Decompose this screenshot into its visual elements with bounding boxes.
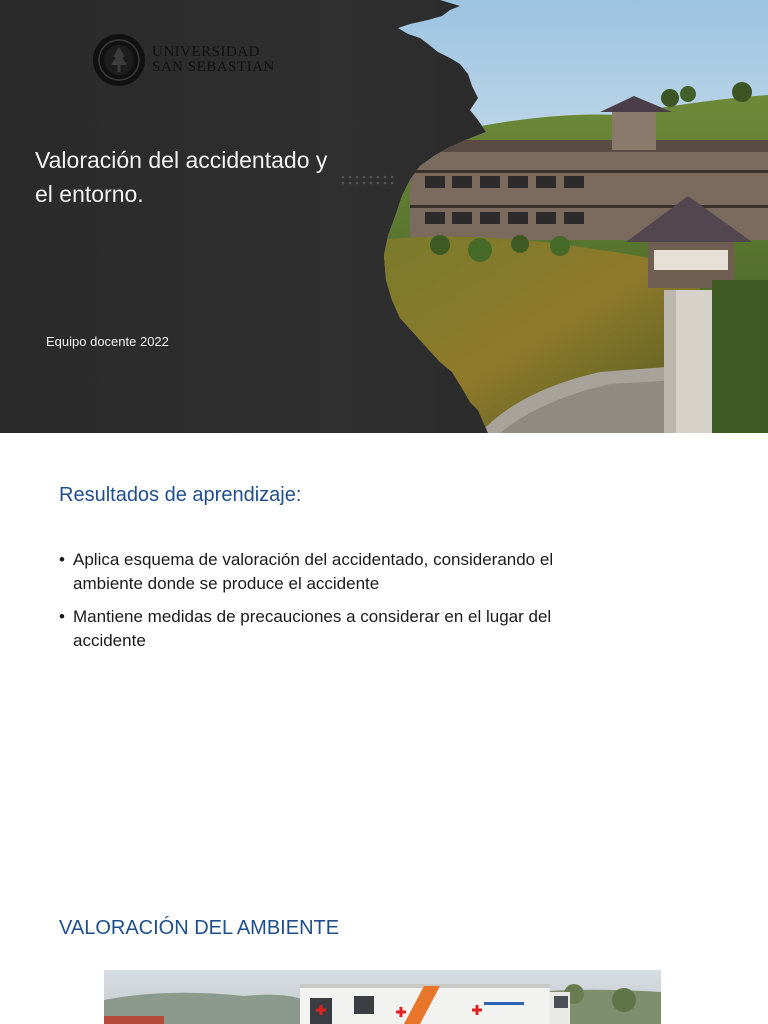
learning-outcomes-heading: Resultados de aprendizaje:	[59, 484, 302, 506]
ambulance-photo	[104, 970, 661, 1024]
list-item	[59, 605, 699, 653]
slide-title-line2: el entorno.	[35, 181, 144, 207]
environment-assessment-heading: VALORACIÓN DEL AMBIENTE	[59, 917, 340, 939]
list-item-line1: Mantiene medidas de precauciones a considerar en el lugar del	[73, 607, 552, 626]
list-item-line1: Aplica esquema de valoración del accidentado, considerando el	[73, 550, 554, 569]
slide-title	[35, 143, 395, 211]
logo-line1: UNIVERSIDAD	[152, 44, 260, 60]
title-slide	[0, 0, 768, 433]
university-name	[152, 45, 275, 75]
list-item-line2: ambiente donde se produce el accidente	[73, 574, 380, 593]
bullet-icon: •	[59, 550, 65, 569]
logo-line2: SAN SEBASTIAN	[152, 59, 275, 75]
list-item	[59, 548, 699, 596]
learning-outcomes-list	[59, 548, 699, 662]
list-item-line2: accidente	[73, 631, 146, 650]
university-logo	[92, 33, 275, 87]
slide-subtitle: Equipo docente 2022	[46, 334, 169, 349]
university-seal-icon	[92, 33, 146, 87]
slide-title-line1: Valoración del accidentado y	[35, 147, 328, 173]
bullet-icon: •	[59, 607, 65, 626]
